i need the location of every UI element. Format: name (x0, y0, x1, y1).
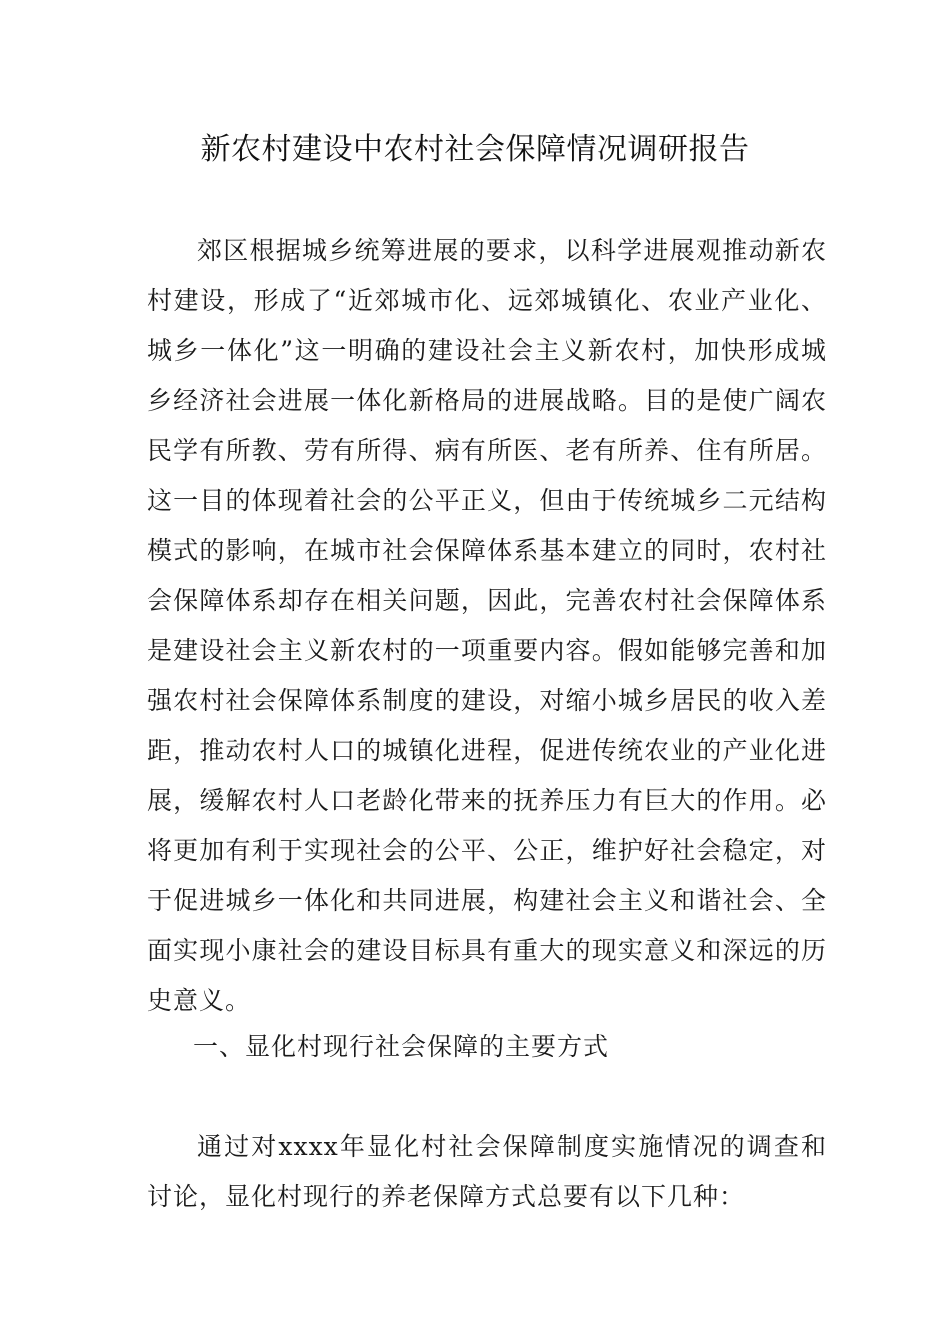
intro-paragraph: 郊区根据城乡统筹进展的要求，以科学进展观推动新农村建设，形成了“近郊城市化、远郊城镇化、农业产业化、城乡一体化”这一明确的建设社会主义新农村，加快形成城乡经济社会进展一体化新格局的进展战略。目的是使广阔农民学有所教、劳有所得、病有所医、老有所养、住有所居。这一目的体现着社会的公平正义，但由于传统城乡二元结构模式的影响，在城市社会保障体系基本建立的同时，农村社会保障体系却存在相关问题，因此，完善农村社会保障体系是建设社会主义新农村的一项重要内容。假如能够完善和加强农村社会保障体系制度的建设，对缩小城乡居民的收入差距，推动农村人口的城镇化进程，促进传统农业的产业化进展，缓解农村人口老龄化带来的抚养压力有巨大的作用。必将更加有利于实现社会的公平、公正，维护好社会稳定，对于促进城乡一体化和共同进展，构建社会主义和谐社会、全面实现小康社会的建设目标具有重大的现实意义和深远的历史意义。 (147, 236, 827, 1015)
section-heading: 一、显化村现行社会保障的主要方式 (193, 1032, 610, 1061)
document-title: 新农村建设中农村社会保障情况调研报告 (200, 132, 750, 167)
section-paragraph: 通过对xxxx年显化村社会保障制度实施情况的调查和讨论，显化村现行的养老保障方式总要有以下几种： (147, 1132, 827, 1211)
